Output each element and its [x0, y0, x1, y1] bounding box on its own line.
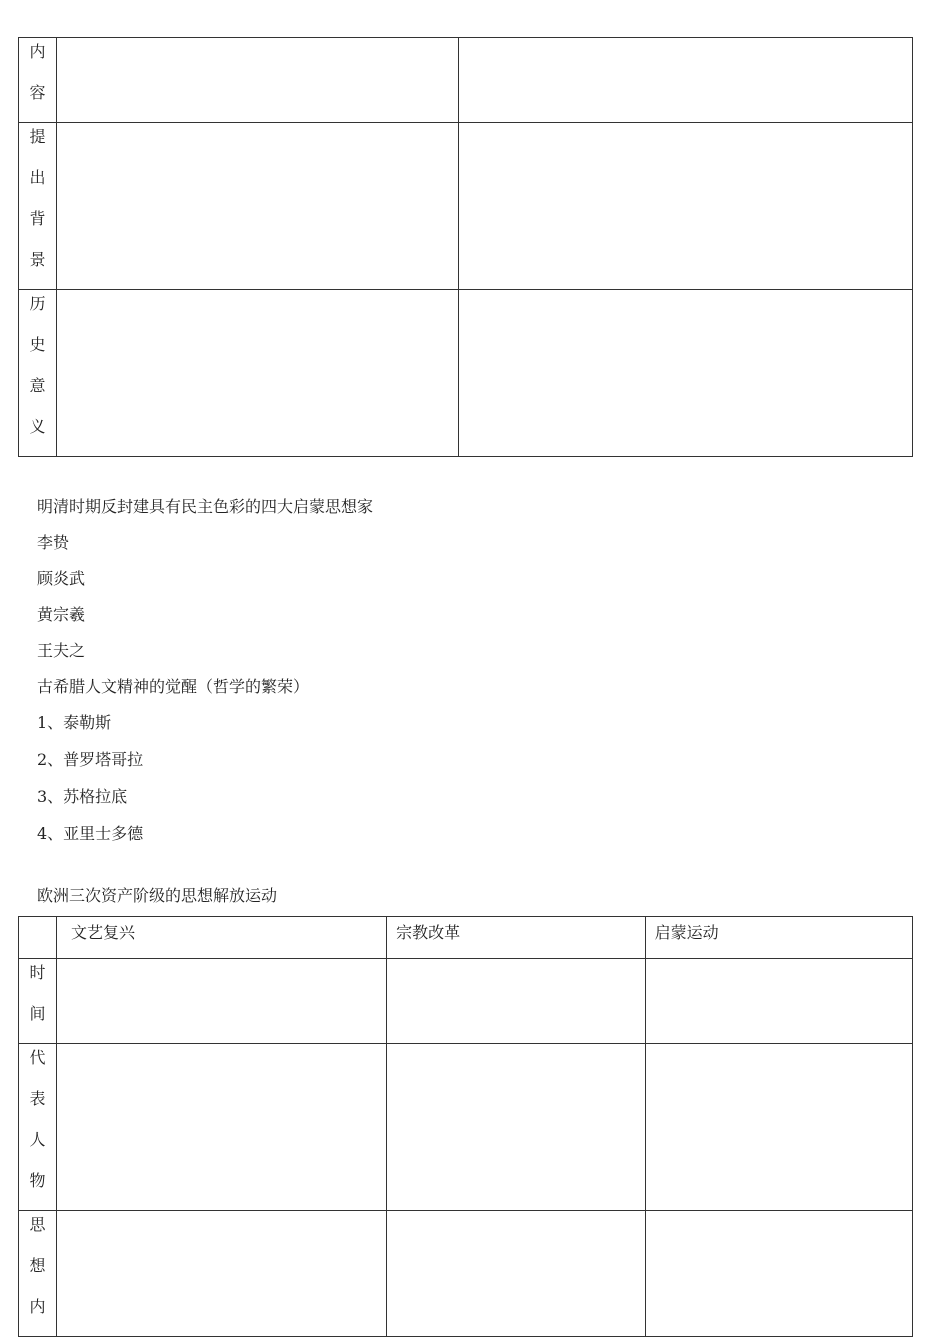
list-item: 3、苏格拉底 [37, 787, 128, 806]
table-cell [645, 959, 912, 1044]
list-item: 李贽 [37, 533, 70, 552]
table-cell [387, 1044, 645, 1211]
table-row [19, 123, 913, 290]
table-cell [645, 1211, 912, 1337]
row-label-char: 出 [29, 168, 46, 187]
greek-heading: 古希腊人文精神的觉醒（哲学的繁荣） [37, 677, 310, 696]
table-cell [387, 1211, 645, 1337]
table-cell [645, 1044, 912, 1211]
table-cell [387, 959, 645, 1044]
row-label-char: 背 [29, 209, 46, 228]
table-row [19, 959, 913, 1044]
row-label-char: 意 [29, 376, 46, 395]
row-label-char: 史 [29, 335, 46, 354]
row-label-time [19, 959, 57, 1044]
table-cell [57, 290, 459, 457]
row-label-char: 景 [29, 250, 46, 269]
row-label-char: 义 [29, 417, 46, 436]
row-label-char: 内 [29, 1297, 46, 1316]
content-background-significance-table [18, 37, 913, 457]
europe-heading: 欧洲三次资产阶级的思想解放运动 [37, 886, 278, 905]
row-label-char: 容 [29, 83, 46, 102]
column-header-renaissance: 文艺复兴 [56, 917, 386, 959]
table-cell [57, 123, 459, 290]
table-cell [57, 38, 459, 123]
row-label-content [19, 38, 57, 123]
row-label-char: 内 [29, 42, 46, 61]
list-item: 1、泰勒斯 [37, 713, 112, 732]
row-label-char: 代 [29, 1048, 46, 1067]
row-label-char: 表 [29, 1089, 46, 1108]
list-item: 王夫之 [37, 641, 86, 660]
row-label-background [19, 123, 57, 290]
list-item: 顾炎武 [37, 569, 86, 588]
table-row [19, 1211, 913, 1337]
column-header-enlightenment: 启蒙运动 [645, 917, 912, 959]
thinkers-heading: 明清时期反封建具有民主色彩的四大启蒙思想家 [37, 497, 374, 516]
europe-movements-table [18, 916, 913, 1337]
table-corner-cell [19, 917, 57, 959]
row-label-significance [19, 290, 57, 457]
table-cell [56, 1044, 386, 1211]
row-label-char: 人 [29, 1130, 46, 1149]
column-header-reformation: 宗教改革 [387, 917, 645, 959]
row-label-char: 历 [29, 294, 46, 313]
list-item: 4、亚里士多德 [37, 824, 144, 843]
row-label-char: 思 [29, 1215, 46, 1234]
table-cell [56, 1211, 386, 1337]
table-cell [459, 290, 913, 457]
list-item: 黄宗羲 [37, 605, 86, 624]
table-row [19, 290, 913, 457]
row-label-representatives [19, 1044, 57, 1211]
table-cell [459, 38, 913, 123]
row-label-char: 提 [29, 127, 46, 146]
row-label-char: 想 [29, 1256, 46, 1275]
row-label-char: 间 [29, 1004, 46, 1023]
table-row [19, 38, 913, 123]
list-item: 2、普罗塔哥拉 [37, 750, 144, 769]
row-label-ideas [19, 1211, 57, 1337]
row-label-char: 物 [29, 1171, 46, 1190]
table-cell [459, 123, 913, 290]
table-header-row [19, 917, 913, 959]
row-label-char: 时 [29, 963, 46, 982]
table-row [19, 1044, 913, 1211]
table-cell [56, 959, 386, 1044]
